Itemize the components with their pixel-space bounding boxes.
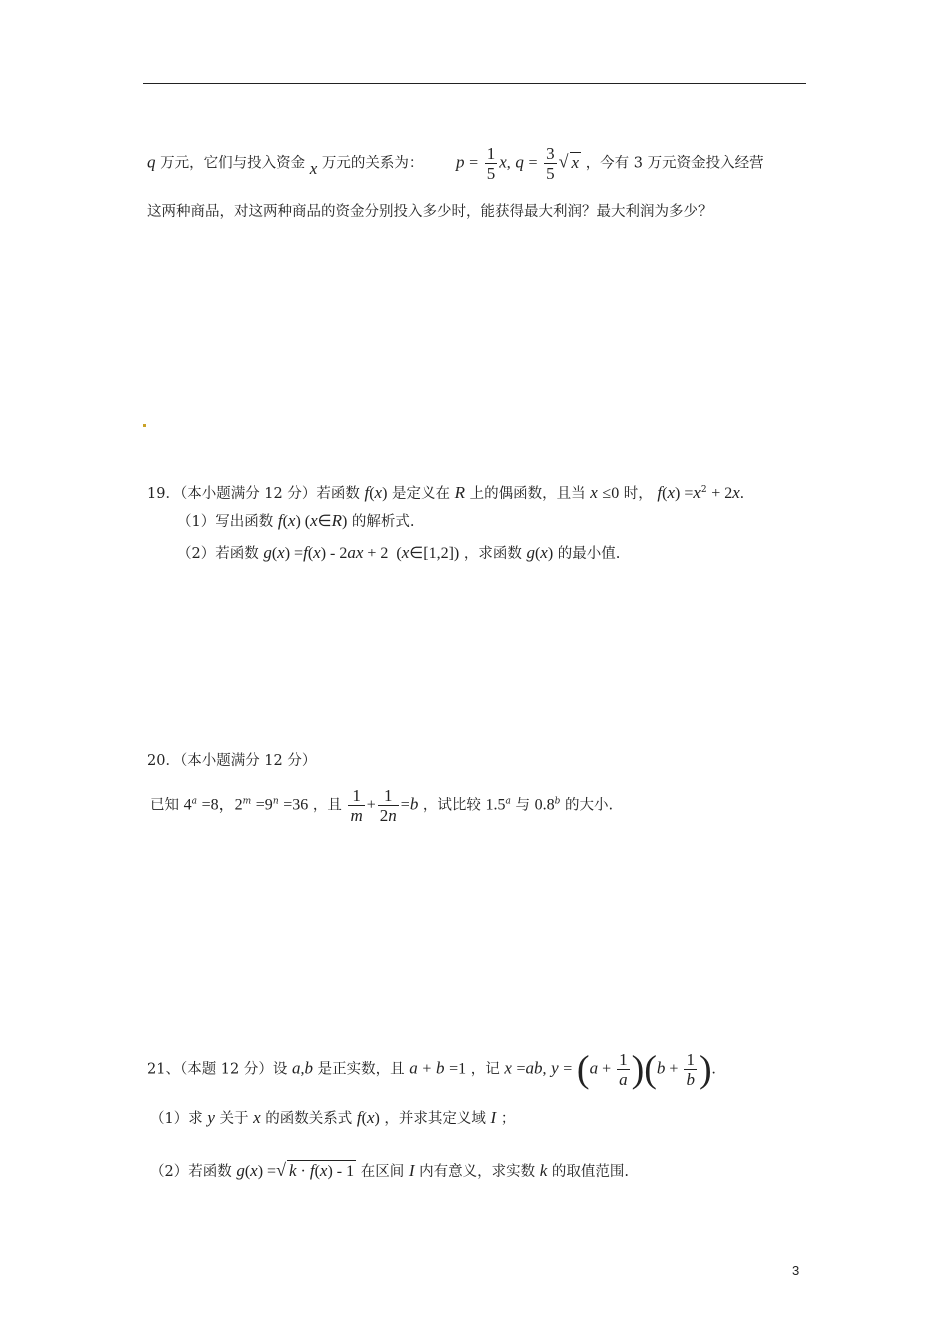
q18-line-1: q 万元，它们与投入资金 x 万元的关系为： p = $\frac{1}{5}$ x, q = $\frac{3}{5}$ √ x ，今有 3 万元资金投入经营 bbox=[147, 144, 764, 183]
stray-dot bbox=[143, 424, 146, 427]
q21-title: 21、（本题 12 分）设 a,b 是正实数，且 a + b =1 ，记 x =ab, y = (a + $\frac{1}{a}$ )(b + $\frac{1}{b}$ ). bbox=[147, 1048, 716, 1091]
header-rule bbox=[143, 83, 806, 84]
q19-title: 19．（本小题满分 12 分）若函数 f(x) 是定义在 R 上的偶函数，且当 x ≤0 时， $f(x) =x^2 + 2x$. bbox=[147, 482, 744, 502]
q20-title: 20．（本小题满分 12 分） bbox=[147, 753, 317, 769]
q21-part-2: （2）若函数 g(x) =√ k · f(x) - 1 在区间 I 内有意义，求实数 k 的取值范围. bbox=[150, 1160, 629, 1180]
q18-line-2: 这两种商品，对这两种商品的资金分别投入多少时，能获得最大利润？最大利润为多少？ bbox=[147, 204, 713, 220]
formula-p-q: p = $\frac{1}{5}$ x, q = $\frac{3}{5}$ √ x bbox=[455, 144, 580, 183]
q20-body: 已知 4$^a$ =8，$2^m =9^n =36$ ，且 $\frac{1}{m}$ + $\frac{1}{2n}$ =b ，试比较 1.5$^a$ 与 0.8$^b$ 的大小. bbox=[150, 786, 614, 825]
q19-part-1: （1）写出函数 f(x) (x∈R) 的解析式. bbox=[177, 511, 415, 530]
page-number: 3 bbox=[792, 1263, 800, 1278]
q21-part-1: （1）求 y 关于 x 的函数关系式 f(x) ，并求其定义域 I ； bbox=[150, 1108, 516, 1127]
q19-part-2: （2）若函数 g(x) =f(x) - 2ax + 2 (x∈[1,2]) ，求函数 g(x) 的最小值. bbox=[177, 543, 621, 562]
